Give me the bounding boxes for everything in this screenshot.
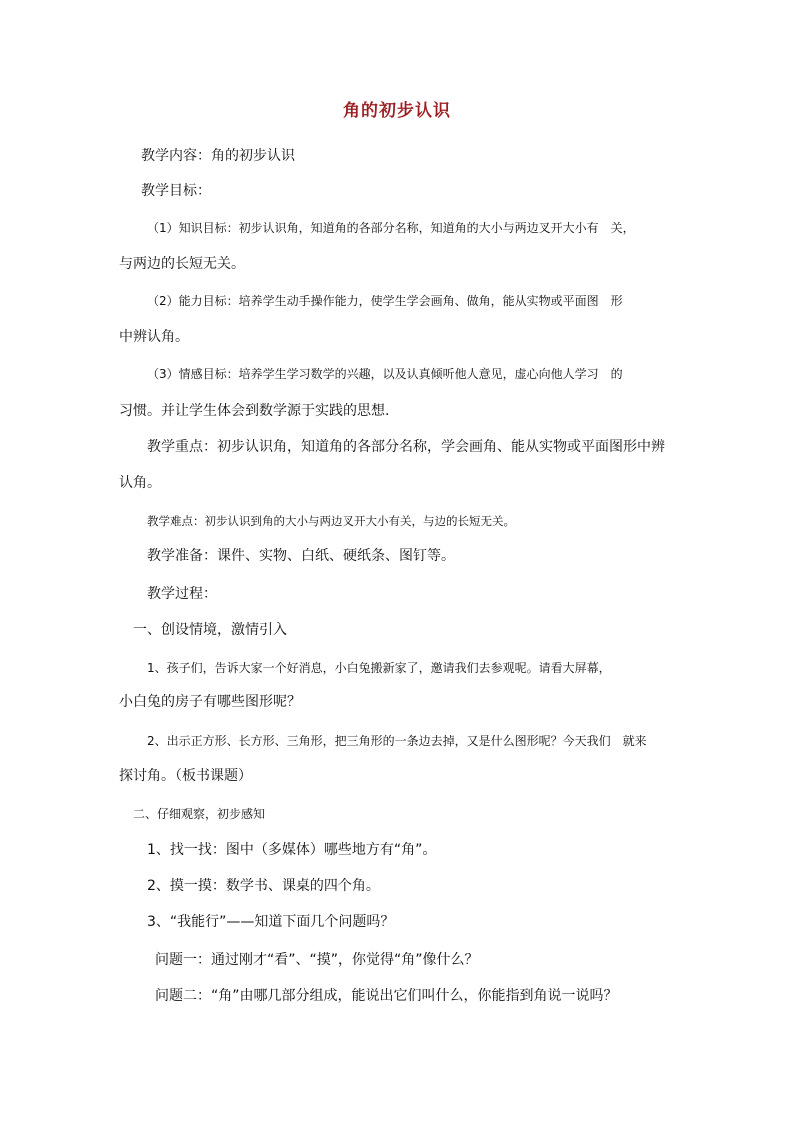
section2-item1: 1、找一找：图中（多媒体）哪些地方有“角”。: [147, 842, 437, 858]
section1-item2-line1: 2、出示正方形、长方形、三角形，把三角形的一条边去掉，又是什么图形呢？今天我们 就来: [147, 734, 647, 748]
document-title: 角的初步认识: [343, 101, 451, 121]
preparation-line: 教学准备：课件、实物、白纸、硬纸条、图钉等。: [147, 548, 455, 564]
section2-item2: 2、摸一摸：数学书、课桌的四个角。: [147, 878, 380, 894]
question-two: 问题二：“角”由哪几部分组成，能说出它们叫什么，你能指到角说一说吗？: [155, 988, 618, 1004]
key-points-line1: 教学重点：初步认识角，知道角的各部分名称，学会画角、能从实物或平面图形中辨: [147, 439, 665, 455]
goal1-line2: 与两边的长短无关。: [119, 256, 245, 272]
goal3-line1: （3）情感目标：培养学生学习数学的兴趣，以及认真倾听他人意见，虚心向他人学习 的: [147, 367, 623, 381]
section1-item1-line1: 1、孩子们，告诉大家一个好消息，小白兔搬新家了，邀请我们去参观呢。请看大屏幕，: [147, 661, 611, 675]
section2-heading: 二、仔细观察，初步感知: [133, 807, 266, 821]
goal2-line2: 中辨认角。: [119, 329, 189, 345]
section1-heading: 一、创设情境，激情引入: [133, 622, 287, 638]
section1-item1-line2: 小白兔的房子有哪些图形呢？: [119, 694, 301, 710]
key-points-line2: 认角。: [119, 475, 161, 491]
difficulty-line: 教学难点：初步认识到角的大小与两边叉开大小有关，与边的长短无关。: [147, 514, 515, 528]
content-line: 教学内容：角的初步认识: [141, 148, 295, 164]
goal3-line2: 习惯。并让学生体会到数学源于实践的思想.: [119, 403, 390, 419]
goal2-line1: （2）能力目标：培养学生动手操作能力，使学生学会画角、做角，能从实物或平面图 形: [147, 294, 623, 308]
question-one: 问题一：通过刚才“看”、“摸”，你觉得“角”像什么？: [155, 952, 479, 968]
section2-item3: 3、“我能行”——知道下面几个问题吗？: [147, 914, 395, 930]
process-label: 教学过程：: [147, 586, 217, 602]
goal1-line1: （1）知识目标：初步认识角，知道角的各部分名称，知道角的大小与两边叉开大小有 关，: [147, 221, 635, 235]
goals-label: 教学目标：: [141, 183, 211, 199]
section1-item2-line2: 探讨角。（板书课题）: [119, 768, 252, 784]
